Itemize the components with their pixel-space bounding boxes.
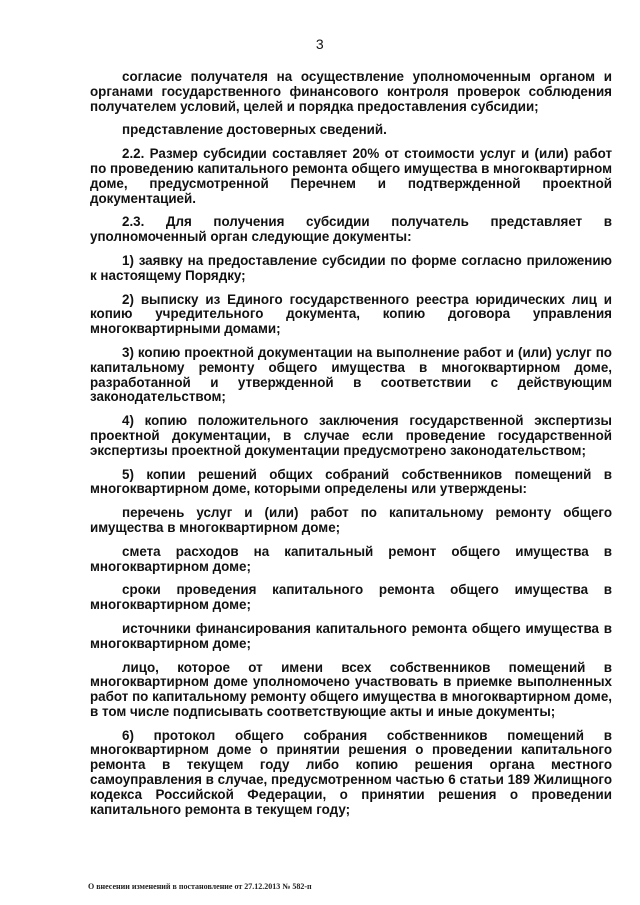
paragraph-item-1-application: 1) заявку на предоставление субсидии по форме согласно приложению к настоящему Порядку; xyxy=(90,252,612,283)
paragraph-cost-estimate: смета расходов на капитальный ремонт общего имущества в многоквартирном доме; xyxy=(90,543,612,574)
footer-note: О внесении изменений в постановление от 27.12.2013 № 582-п xyxy=(88,882,312,891)
paragraph-2-2-subsidy-size: 2.2. Размер субсидии составляет 20% от стоимости услуг и (или) работ по проведению капитального ремонта общего имущества в многоквартирном доме, предусмотренной Перечнем и подтвержденной проектной документацией. xyxy=(90,146,612,206)
paragraph-item-3-project-docs: 3) копию проектной документации на выполнение работ и (или) услуг по капитальному ремонту общего имущества в многоквартирном доме, разработанной и утвержденной в соответствии с действующим законодательством; xyxy=(90,344,612,405)
paragraph-2-3-documents: 2.3. Для получения субсидии получатель представляет в уполномоченный орган следующие документы: xyxy=(90,214,612,245)
paragraph-item-6-protocol: 6) протокол общего собрания собственников помещений в многоквартирном доме о принятии решения о проведении капитального ремонта в текущем году либо копию решения органа местного самоуправления в случае, предусмотренном частью 6 статьи 189 Жилищного кодекса Российской Федерации, о принятии решения о проведении капитального ремонта в текущем году; xyxy=(90,727,612,817)
document-body xyxy=(90,70,612,826)
paragraph-reliable-info: представление достоверных сведений. xyxy=(122,122,387,138)
page-number: 3 xyxy=(315,36,325,52)
paragraph-authorized-person: лицо, которое от имени всех собственников помещений в многоквартирном доме уполномочено участвовать в приемке выполненных работ по капитальному ремонту общего имущества в многоквартирном доме, в том числе подписывать соответствующие акты и иные документы; xyxy=(90,659,612,719)
paragraph-item-4-expertise: 4) копию положительного заключения государственной экспертизы проектной документации, в случае если проведение государственной экспертизы проектной документации предусмотрено законодательством; xyxy=(90,413,612,458)
paragraph-funding-sources: источники финансирования капитального ремонта общего имущества в многоквартирном доме; xyxy=(90,620,612,651)
paragraph-item-2-registry-extract: 2) выписку из Единого государственного реестра юридических лиц и копию учредительного документа, копию договора управления многоквартирными домами; xyxy=(90,291,612,337)
paragraph-item-5-meeting-decisions: 5) копии решений общих собраний собственников помещений в многоквартирном доме, которыми определены или утверждены: xyxy=(90,466,612,497)
paragraph-repair-terms: сроки проведения капитального ремонта общего имущества в многоквартирном доме; xyxy=(90,582,612,613)
paragraph-consent-inspection: согласие получателя на осуществление уполномоченным органом и органами государственного финансового контроля проверок соблюдения получателем условий, целей и порядка предоставления субсидии; xyxy=(90,69,612,114)
paragraph-services-list: перечень услуг и (или) работ по капитальному ремонту общего имущества в многоквартирном доме; xyxy=(90,505,612,535)
